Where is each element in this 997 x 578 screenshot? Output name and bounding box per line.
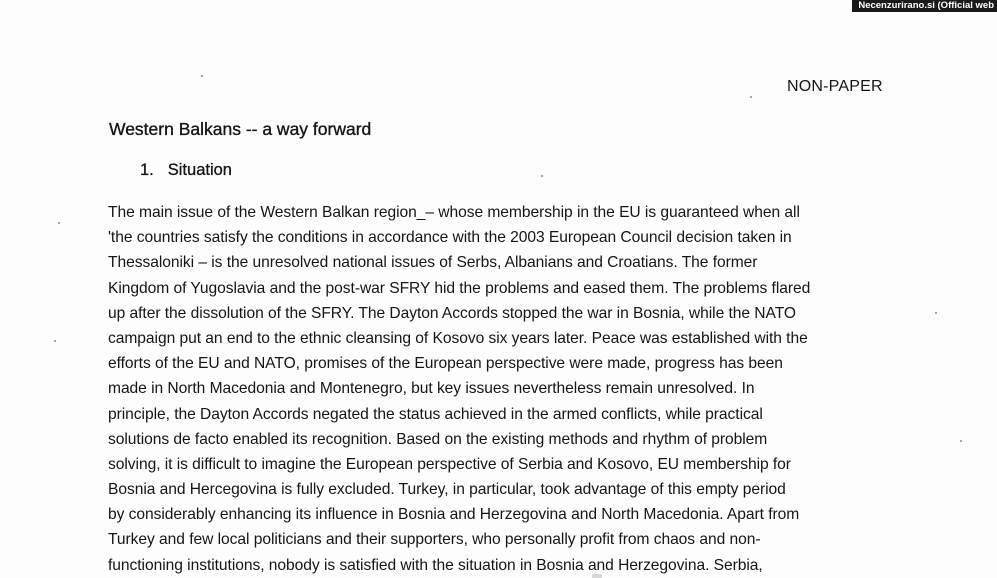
section-number: 1.: [140, 161, 154, 179]
page-edge-mark: [592, 574, 602, 578]
document-title: Western Balkans -- a way forward: [109, 119, 372, 139]
body-line: functioning institutions, nobody is satisfied with the situation in Bosnia and Herzegovina. Serbia,: [108, 556, 763, 574]
source-watermark: Necenzurirano.si (Official web: [852, 0, 997, 12]
body-line: principle, the Dayton Accords negated the status achieved in the armed conflicts, while practical: [108, 405, 763, 423]
body-line: up after the dissolution of the SFRY. The Dayton Accords stopped the war in Bosnia, while the NATO: [108, 304, 796, 322]
body-line: 'the countries satisfy the conditions in accordance with the 2003 European Council decision taken in: [108, 229, 792, 247]
body-line: campaign put an end to the ethnic cleansing of Kosovo six years later. Peace was established with the: [108, 329, 808, 347]
body-line: Bosnia and Hercegovina is fully excluded. Turkey, in particular, took advantage of this empty period: [108, 481, 786, 499]
section-heading: [140, 161, 232, 180]
body-line: solutions de facto enabled its recognition. Based on the existing methods and rhythm of problem: [108, 430, 768, 448]
scan-speck: [58, 222, 60, 224]
body-line: by considerably enhancing its influence in Bosnia and Herzegovina and North Macedonia. Apart from: [108, 506, 800, 524]
body-paragraph: [108, 200, 988, 578]
scan-speck: [201, 75, 203, 77]
scan-speck: [750, 96, 752, 98]
non-paper-label: NON-PAPER: [787, 78, 883, 95]
body-line: The main issue of the Western Balkan region_– whose membership in the EU is guaranteed when all: [108, 204, 800, 221]
body-line: efforts of the EU and NATO, promises of the European perspective were made, progress has been: [108, 355, 783, 373]
scan-speck: [541, 175, 543, 177]
body-line: Thessaloniki – is the unresolved national issues of Serbs, Albanians and Croatians. The former: [108, 254, 758, 272]
section-title: Situation: [167, 161, 232, 179]
body-line: made in North Macedonia and Montenegro, but key issues nevertheless remain unresolved. In: [108, 380, 755, 398]
body-line: solving, it is difficult to imagine the European perspective of Serbia and Kosovo, EU membership for: [108, 455, 791, 473]
scan-speck: [54, 340, 56, 342]
body-line: Kingdom of Yugoslavia and the post-war SFRY hid the problems and eased them. The problems flared: [108, 279, 811, 297]
body-line: Turkey and few local politicians and their supporters, who personally profit from chaos and non-: [108, 531, 761, 549]
